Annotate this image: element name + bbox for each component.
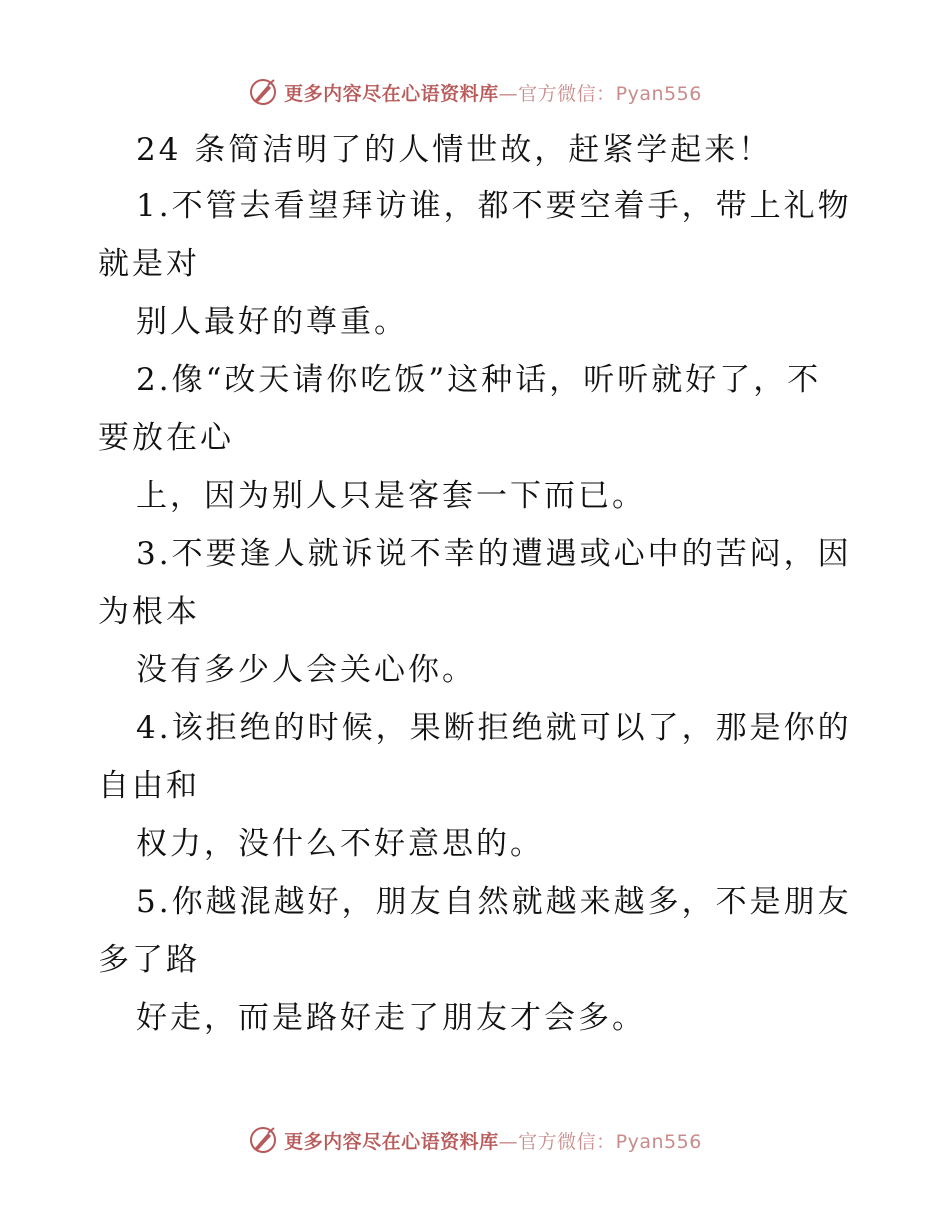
text-line: 多了路 [98,942,200,978]
text-line: 5.你越混越好，朋友自然就越来越多，不是朋友 [136,884,852,920]
text-line: 3.不要逢人就诉说不幸的遭遇或心中的苦闷，因 [136,536,852,572]
text-line: 2.像“改天请你吃饭”这种话，听听就好了，不 [136,362,822,398]
text-line: 就是对 [98,246,200,282]
watermark-strong-text: 更多内容尽在心语资料库 [284,82,499,105]
text-line: 1.不管去看望拜访谁，都不要空着手，带上礼物 [136,188,852,224]
text-line: 别人最好的尊重。 [136,304,408,340]
watermark-text [284,79,702,106]
text-line: 要放在心 [98,420,234,456]
watermark-strong-text: 更多内容尽在心语资料库 [284,1130,499,1153]
footer-watermark [0,1120,950,1160]
quill-pen-circle-icon [248,1125,278,1155]
text-line: 为根本 [98,594,200,630]
text-line: 好走，而是路好走了朋友才会多。 [136,1000,646,1036]
text-line: 4.该拒绝的时候，果断拒绝就可以了，那是你的 [136,710,852,746]
header-watermark [0,72,950,112]
text-line: 自由和 [98,768,200,804]
text-line: 上，因为别人只是客套一下而已。 [136,478,646,514]
watermark-rest-text: —官方微信：Pyan556 [498,1130,702,1153]
text-line: 没有多少人会关心你。 [136,652,476,688]
text-line: 权力，没什么不好意思的。 [136,826,544,862]
watermark-rest-text: —官方微信：Pyan556 [498,82,702,105]
quill-pen-circle-icon [248,77,278,107]
watermark-text [284,1127,702,1154]
document-title: 24 条简洁明了的人情世故，赶紧学起来！ [136,132,773,168]
